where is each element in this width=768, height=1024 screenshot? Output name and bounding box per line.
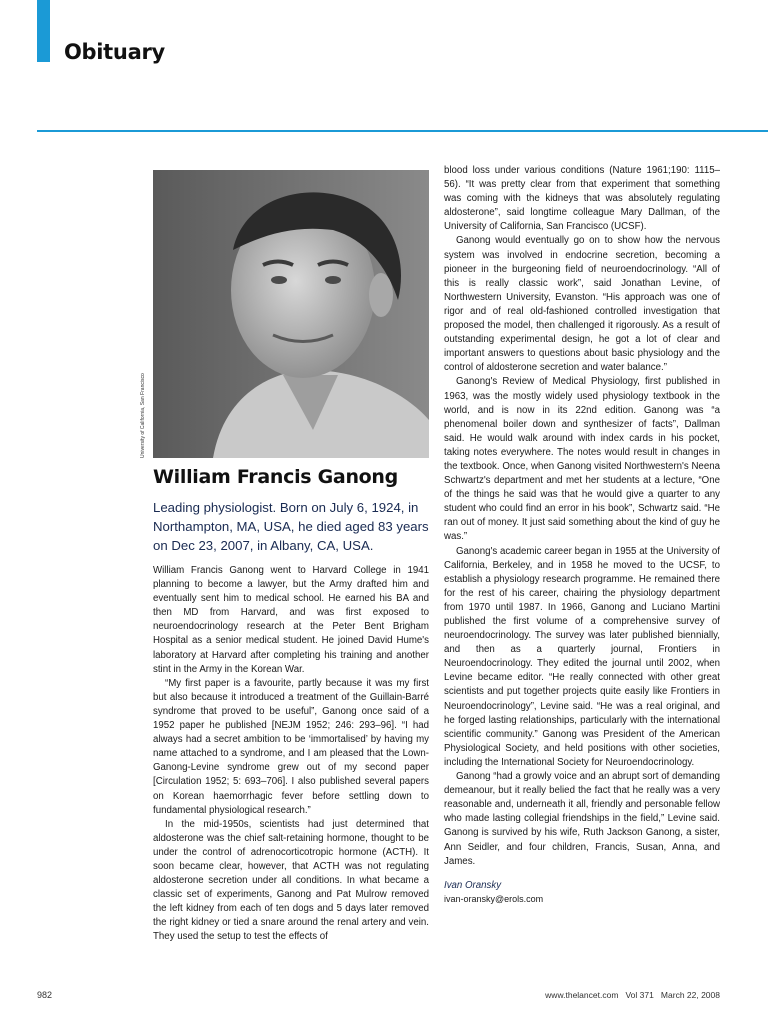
accent-bar (37, 0, 50, 62)
right-column (444, 164, 720, 904)
photo-credit: University of California, San Francisco (140, 373, 146, 458)
paragraph: Ganong's Review of Medical Physiology, first published in 1963, was the mostly widely used physiology textbook in the world, and is now in its 22nd edition. Ganong was “a phenomenal boiler down and synthesizer of facts”, Dallman said. He would walk around with index cards in his pocket, taking notes everywhere. The notes would result in changes in the textbook. Once, when Ganong visited Northwestern's Neena Schwartz's department and met her students at a lecture, “One of the things he said was that he would give a quarter to any student who could find an error in his book”, Schwartz said. “He ran out of money. It just said something about the kind of guy he was.” (444, 376, 720, 543)
author-email[interactable]: ivan-oransky@erols.com (444, 893, 544, 904)
left-column (153, 564, 429, 945)
obituary-subtitle: Leading physiologist. Born on July 6, 1924, in Northampton, MA, USA, he died aged 83 years on Dec 23, 2007, in Albany, CA, USA. (153, 500, 429, 553)
paragraph: Ganong “had a growly voice and an abrupt sort of demanding demeanour, but it really belied the fact that he really was a very reasonable and, underneath it all, friendly and personable fellow who made lasting collegial friendships in the field,” Levine said. Ganong is survived by his wife, Ruth Jackson Ganong, a sister, Ann Seidler, and four children, Francis, Susan, Anna, and James. (444, 771, 720, 867)
paragraph: “My first paper is a favourite, partly because it was my first but also because it introduced a treatment of the Guillain-Barré syndrome that proved to be useful”, Ganong once said of a 1952 paper he published [NEJM 1952; 246: 293–96]. “I had always had a secret ambition to be ‘immortalised’ by having my name attached to a syndrome, and I am pleased that the Lown-Ganong-Levine syndrome grew out of my second paper [Circulation 1952; 5: 693–706]. I also published several papers on Korean haemorrhagic fever before settling down to fundamental physiological research.” (153, 677, 429, 816)
header-rule (37, 130, 768, 132)
section-title: Obituary (64, 40, 165, 64)
paragraph: In the mid-1950s, scientists had just determined that aldosterone was the chief salt-retaining hormone, thought to be under the control of adrenocorticotropic hormone (ACTH). It soon became clear, however, that ACTH was not regulating aldosterone secretion under all conditions. In what became a classic set of experiments, Ganong and Pat Mulrow removed the left kidney from each of ten dogs and 5 days later removed the right kidney or tied a snare around the renal artery and vein. They used the setup to test the effects of (153, 818, 429, 943)
author-name: Ivan Oransky (444, 879, 502, 891)
paragraph: blood loss under various conditions (Nature 1961;190: 1115–56). “It was pretty clear from that experiment that something was coming with the kidneys that was absolutely regulating aldosterone”, said longtime colleague Mary Dallman, of the University of California, San Francisco (UCSF). (444, 165, 720, 233)
portrait-photo (153, 170, 429, 458)
obituary-name: William Francis Ganong (153, 466, 398, 488)
paragraph: Ganong's academic career began in 1955 at the University of California, Berkeley, and in 1958 he moved to the UCSF, to establish a physiology research programme. He remained there for the rest of his career, chairing the physiology department from 1970 until 1987. In 1966, Ganong and Luciano Martini published the first volume of a comprehensive survey of neuroendocrinology. The survey was later published biennially, and then as a quarterly journal, Frontiers in Neuroendocrinology. They edited the journal until 2002, when Levine became editor. “He really connected with other great scientists and put together projects quite easily like Frontiers in Neuroendocrinology”, Levine said. “He was a real original, and he forged lasting relationships, particularly with the international scientific community.” Ganong was President of the American Physiological Society, and held positions with other societies, including the International Society for Neuroendocrinology. (444, 545, 720, 768)
paragraph: Ganong would eventually go on to show how the nervous system was involved in endocrine secretion, becoming a pioneer in the burgeoning field of neuroendocrinology. “All of this is really classic work”, said Jonathan Levine, of Northwestern University, Evanston. “His approach was one of rigor and of real old-fashioned controlled investigation that proposed the model, then challenged it rigorously. As a result of outstanding experimental design, he got a lot of clear and important answers to questions about basic physiology and the control of aldosterone secretion and water balance.” (444, 235, 720, 374)
journal-footer: www.thelancet.com Vol 371 March 22, 2008 (545, 990, 720, 1000)
page-number: 982 (37, 990, 53, 1000)
paragraph: William Francis Ganong went to Harvard College in 1941 planning to become a lawyer, but the Army drafted him and eventually sent him to medical school. He earned his BA and then MD from Harvard, and was first exposed to neuroendocrinology research at the Peter Bent Brigham Hospital as a senior medical student. He joined David Hume's laboratory at Harvard after completing his training and another stint in the Army in the Korean War. (153, 565, 429, 675)
